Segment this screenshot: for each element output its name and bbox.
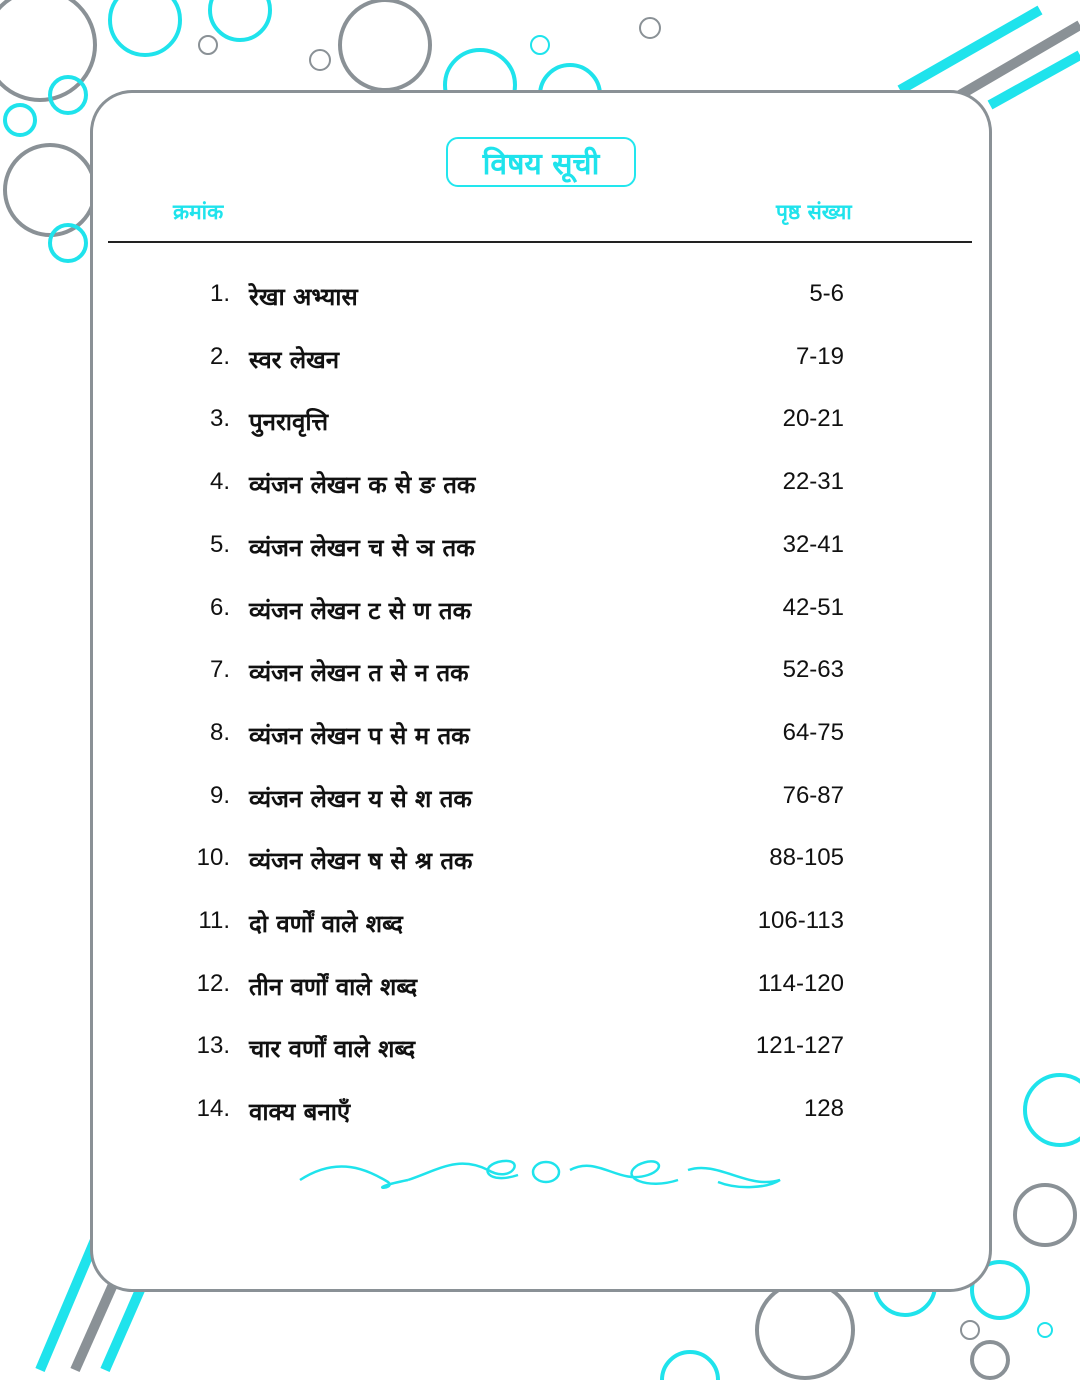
contents-entry xyxy=(0,782,1080,822)
contents-entry xyxy=(0,594,1080,634)
contents-entry xyxy=(0,970,1080,1010)
contents-entry xyxy=(0,468,1080,508)
entry-title: व्यंजन लेखन क से ङ तक xyxy=(249,471,476,500)
contents-entry xyxy=(0,656,1080,696)
entry-number: 12. xyxy=(196,969,230,997)
header-divider xyxy=(108,241,972,243)
contents-entry xyxy=(0,844,1080,884)
entry-title: व्यंजन लेखन त से न तक xyxy=(249,659,469,688)
entry-number: 9. xyxy=(209,781,230,809)
contents-entry xyxy=(0,405,1080,445)
entry-number: 7. xyxy=(209,656,230,684)
page-title xyxy=(446,137,636,187)
entry-pages: 52-63 xyxy=(782,656,844,684)
entry-number: 13. xyxy=(196,1032,230,1060)
contents-entry xyxy=(0,531,1080,571)
entry-title: व्यंजन लेखन य से श तक xyxy=(249,784,472,813)
page-title-text: विषय सूची xyxy=(482,146,600,182)
entry-pages: 64-75 xyxy=(782,718,844,746)
contents-entry xyxy=(0,280,1080,320)
header-page-number: पृष्ठ संख्या xyxy=(776,200,852,224)
header-serial: क्रमांक xyxy=(173,200,224,224)
entry-pages: 114-120 xyxy=(757,969,844,997)
entry-title: व्यंजन लेखन च से ञ तक xyxy=(249,533,475,562)
entry-number: 3. xyxy=(209,405,230,433)
entry-title: पुनरावृत्ति xyxy=(249,408,329,437)
entry-title: व्यंजन लेखन ट से ण तक xyxy=(249,596,472,625)
entry-pages: 88-105 xyxy=(769,844,844,872)
contents-entry xyxy=(0,1095,1080,1135)
entry-number: 2. xyxy=(209,342,230,370)
entry-pages: 7-19 xyxy=(795,342,844,370)
entry-title: दो वर्णों वाले शब्द xyxy=(249,910,403,938)
entry-number: 10. xyxy=(196,844,230,872)
entry-number: 4. xyxy=(209,468,230,496)
entry-title: चार वर्णों वाले शब्द xyxy=(249,1035,416,1064)
entry-pages: 5-6 xyxy=(809,280,844,307)
entry-pages: 76-87 xyxy=(782,781,844,809)
contents-entry xyxy=(0,719,1080,759)
entry-pages: 22-31 xyxy=(782,468,844,496)
entry-number: 1. xyxy=(209,280,230,307)
entry-title: व्यंजन लेखन प से म तक xyxy=(249,721,470,750)
ornament-divider xyxy=(298,1150,782,1200)
entry-title: रेखा अभ्यास xyxy=(249,283,358,311)
entry-title: व्यंजन लेखन ष से श्र तक xyxy=(249,847,473,876)
contents-entry xyxy=(0,1032,1080,1072)
entry-pages: 121-127 xyxy=(755,1032,844,1060)
entry-pages: 106-113 xyxy=(757,907,844,934)
entry-pages: 128 xyxy=(803,1095,844,1123)
entry-number: 11. xyxy=(198,907,230,934)
entry-number: 5. xyxy=(209,530,230,558)
entry-number: 8. xyxy=(209,718,230,746)
entry-pages: 42-51 xyxy=(782,593,844,621)
entry-title: वाक्य बनाएँ xyxy=(249,1098,351,1127)
contents-entry xyxy=(0,343,1080,383)
contents-entry xyxy=(0,907,1080,947)
entry-title: तीन वर्णों वाले शब्द xyxy=(249,972,418,1001)
entry-title: स्वर लेखन xyxy=(249,345,340,374)
entry-pages: 32-41 xyxy=(782,530,844,558)
entry-pages: 20-21 xyxy=(782,405,844,433)
entry-number: 6. xyxy=(209,593,230,621)
entry-number: 14. xyxy=(196,1095,230,1123)
